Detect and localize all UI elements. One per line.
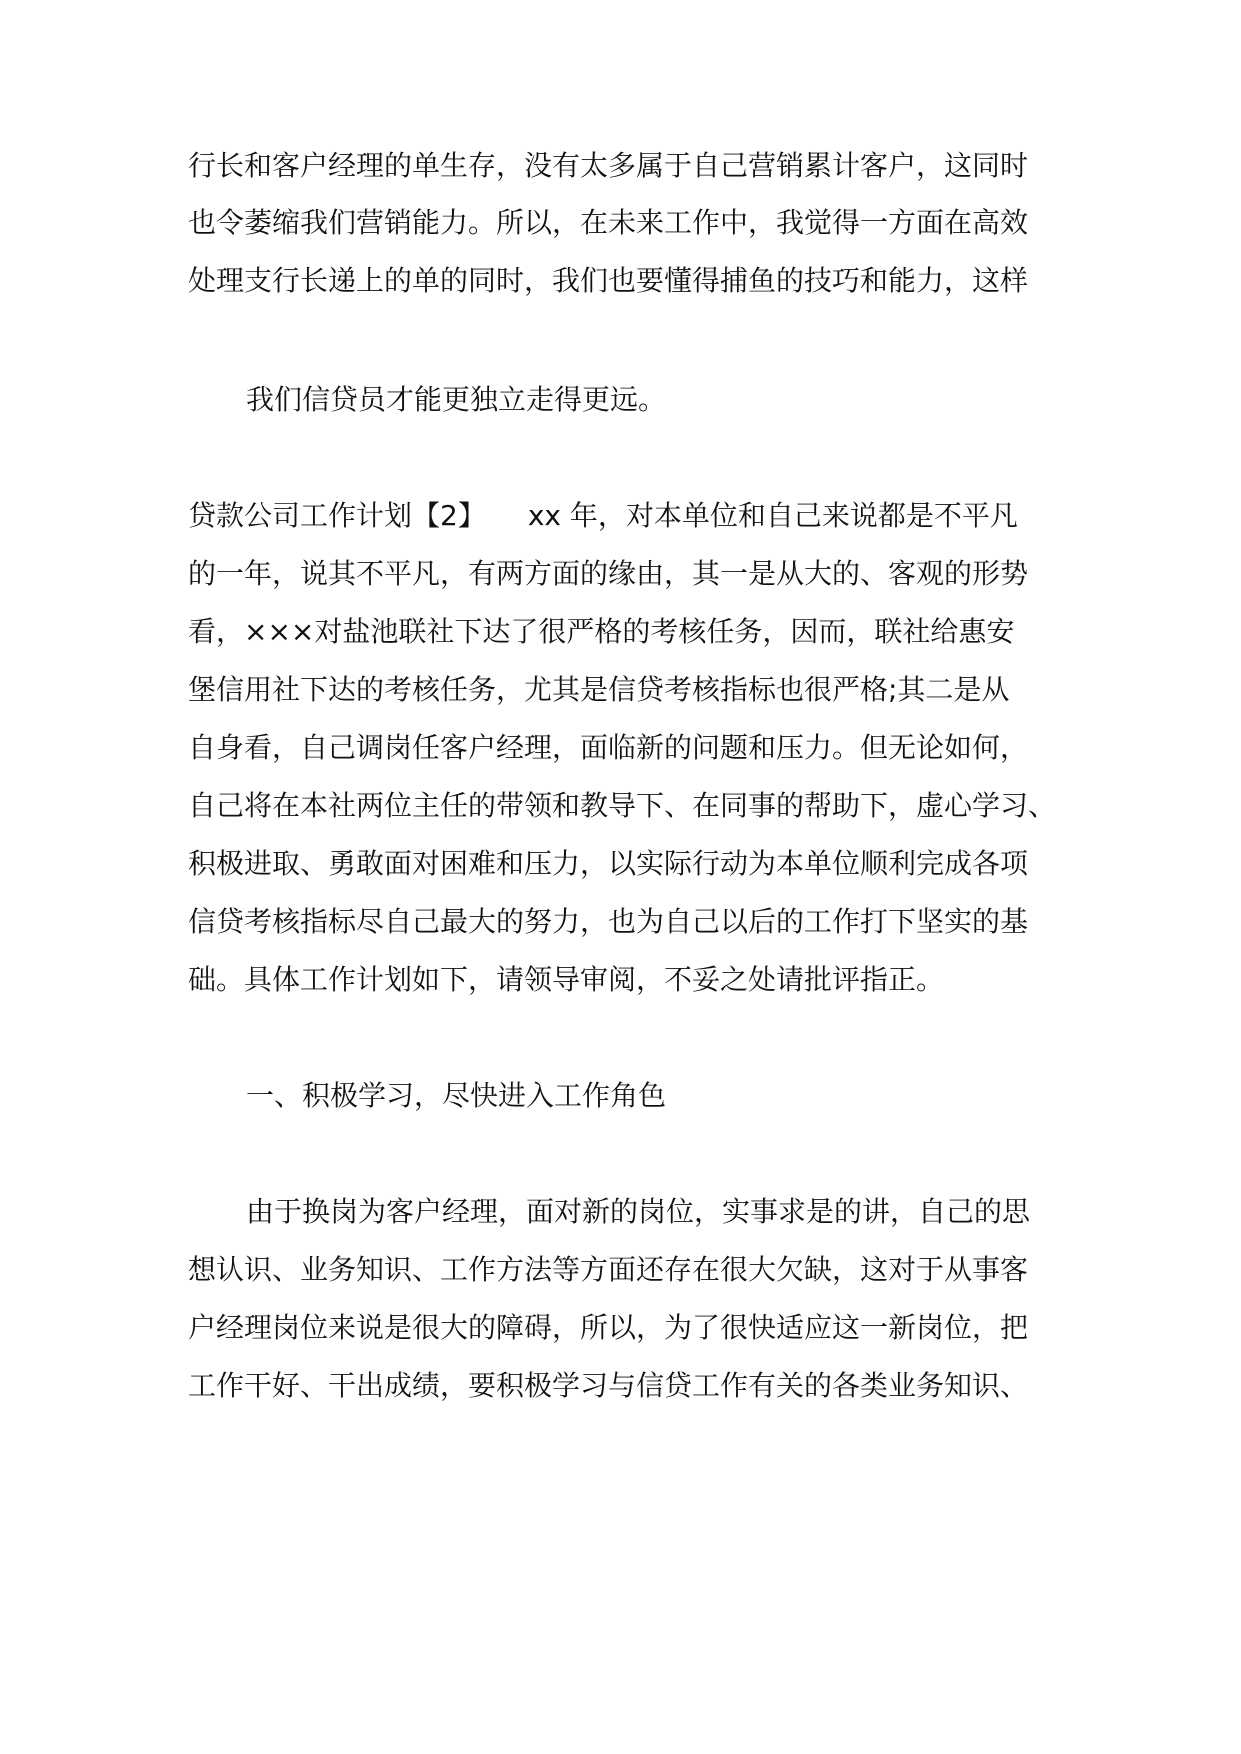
text-line: 看，×××对盐池联社下达了很严格的考核任务，因而，联社给惠安 xyxy=(188,615,1015,648)
text-line: 信贷考核指标尽自己最大的努力，也为自己以后的工作打下坚实的基 xyxy=(188,905,1029,938)
text-line: 户经理岗位来说是很大的障碍，所以，为了很快适应这一新岗位，把 xyxy=(188,1311,1029,1344)
text-line: 的一年，说其不平凡，有两方面的缘由，其一是从大的、客观的形势 xyxy=(188,557,1029,590)
text-line: 础。具体工作计划如下，请领导审阅，不妥之处请批评指正。 xyxy=(188,963,945,996)
text-line: 由于换岗为客户经理，面对新的岗位，实事求是的讲，自己的思 xyxy=(246,1195,1031,1228)
text-line: 自己将在本社两位主任的带领和教导下、在同事的帮助下，虚心学习、 xyxy=(188,789,1057,822)
section-heading: 一、积极学习，尽快进入工作角色 xyxy=(246,1079,667,1112)
text-line: 积极进取、勇敢面对困难和压力，以实际行动为本单位顺利完成各项 xyxy=(188,847,1029,880)
text-line: 堡信用社下达的考核任务，尤其是信贷考核指标也很严格;其二是从 xyxy=(188,673,1010,706)
text-line: 工作干好、干出成绩，要积极学习与信贷工作有关的各类业务知识、 xyxy=(188,1369,1029,1402)
text-line: 想认识、业务知识、工作方法等方面还存在很大欠缺，这对于从事客 xyxy=(188,1253,1029,1286)
text-line: 处理支行长递上的单的同时，我们也要懂得捕鱼的技巧和能力，这样 xyxy=(188,264,1029,297)
text-line: 我们信贷员才能更独立走得更远。 xyxy=(246,383,667,416)
text-line: 行长和客户经理的单生存，没有太多属于自己营销累计客户，这同时 xyxy=(188,149,1029,182)
text-line: 自身看，自己调岗任客户经理，面临新的问题和压力。但无论如何， xyxy=(188,731,1029,764)
section-title-line: 贷款公司工作计划【2】 xx 年，对本单位和自己来说都是不平凡 xyxy=(188,499,1018,532)
text-line: 也令萎缩我们营销能力。所以，在未来工作中，我觉得一方面在高效 xyxy=(188,206,1029,239)
